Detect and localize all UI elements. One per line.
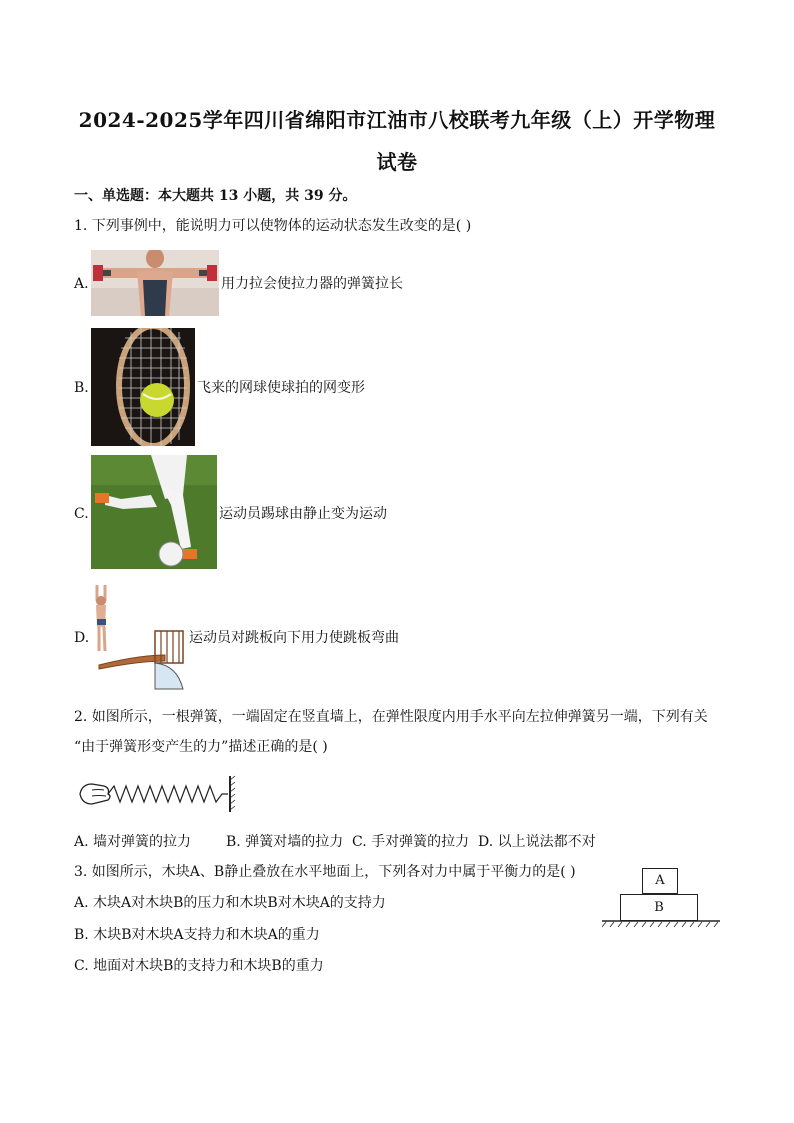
q2-stem-line2: “由于弹簧形变产生的力”描述正确的是( )	[74, 739, 328, 755]
q3-stem: 3. 如图所示，木块A、B静止叠放在水平地面上，下列各对力中属于平衡力的是( )	[74, 864, 576, 880]
block-b-label: B	[654, 900, 664, 915]
q1-option-a-image	[91, 250, 219, 316]
q2-stem-line1: 2. 如图所示，一根弹簧，一端固定在竖直墙上，在弹性限度内用手水平向左拉伸弹簧另一端，下列有关	[74, 709, 708, 725]
q1-option-d-text: 运动员对跳板向下用力使跳板弯曲	[189, 630, 399, 646]
q1-option-c-label: C.	[74, 506, 89, 522]
q3-option-c: C. 地面对木块B的支持力和木块B的重力	[74, 958, 324, 974]
block-a	[642, 868, 678, 894]
q2-spring-figure	[78, 774, 236, 814]
q2-option-b: B. 弹簧对墙的拉力	[226, 834, 344, 850]
q1-option-b-text: 飞来的网球使球拍的网变形	[197, 380, 365, 396]
page-title: 2024-2025学年四川省绵阳市江油市八校联考九年级（上）开学物理	[78, 108, 716, 132]
q3-option-b: B. 木块B对木块A支持力和木块A的重力	[74, 927, 320, 943]
q1-option-d-image	[89, 583, 189, 693]
block-b	[620, 894, 698, 921]
block-a-label: A	[655, 873, 665, 888]
q3-blocks-figure	[602, 866, 720, 930]
section-header: 一、单选题：本大题共 13 小题，共 39 分。	[74, 188, 357, 204]
q1-stem: 1. 下列事例中，能说明力可以使物体的运动状态发生改变的是( )	[74, 218, 472, 234]
q1-option-b-image	[91, 328, 195, 446]
ground-line	[602, 920, 720, 928]
q2-option-a: A. 墙对弹簧的拉力	[74, 834, 192, 850]
page-title-line2: 试卷	[376, 150, 418, 174]
q3-option-a: A. 木块A对木块B的压力和木块B对木块A的支持力	[74, 895, 386, 911]
q1-option-a-label: A.	[74, 276, 89, 292]
q1-option-a-text: 用力拉会使拉力器的弹簧拉长	[221, 276, 403, 292]
q1-option-b-label: B.	[74, 380, 89, 396]
q2-option-d: D. 以上说法都不对	[478, 834, 596, 850]
q1-option-c-image	[91, 455, 217, 569]
q1-option-d-label: D.	[74, 630, 90, 646]
q1-option-c-text: 运动员踢球由静止变为运动	[219, 506, 387, 522]
q2-option-c: C. 手对弹簧的拉力	[352, 834, 470, 850]
